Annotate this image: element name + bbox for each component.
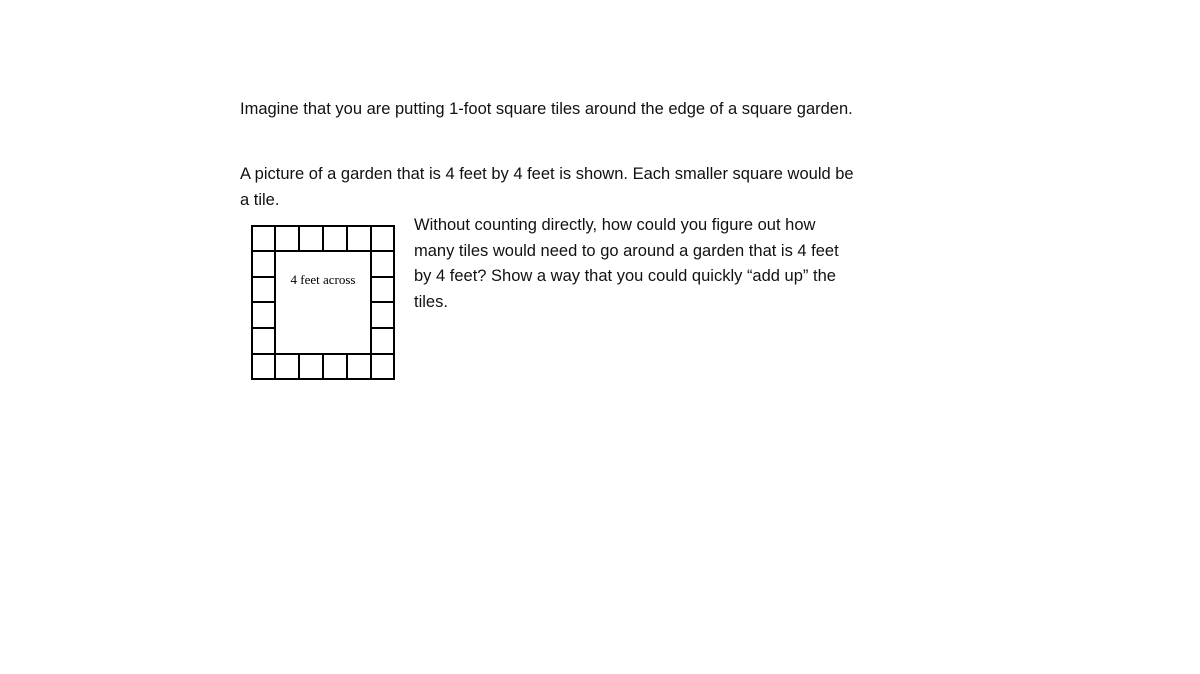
garden-tile-diagram: [250, 224, 396, 381]
intro-paragraph-1: Imagine that you are putting 1-foot square tiles around the edge of a square garden.: [240, 100, 853, 118]
garden-inner-edge: [275, 251, 371, 354]
tile-border-grid: [252, 226, 394, 379]
question-text: Without counting directly, how could you figure out how many tiles would need to go around a garden that is 4 feet by 4 feet? Show a way that you could quickly “add up” the tiles.: [414, 216, 839, 311]
intro-paragraph-2: A picture of a garden that is 4 feet by 4 feet is shown. Each smaller square would be a tile.: [240, 165, 854, 209]
garden-size-label: 4 feet across: [290, 272, 356, 287]
